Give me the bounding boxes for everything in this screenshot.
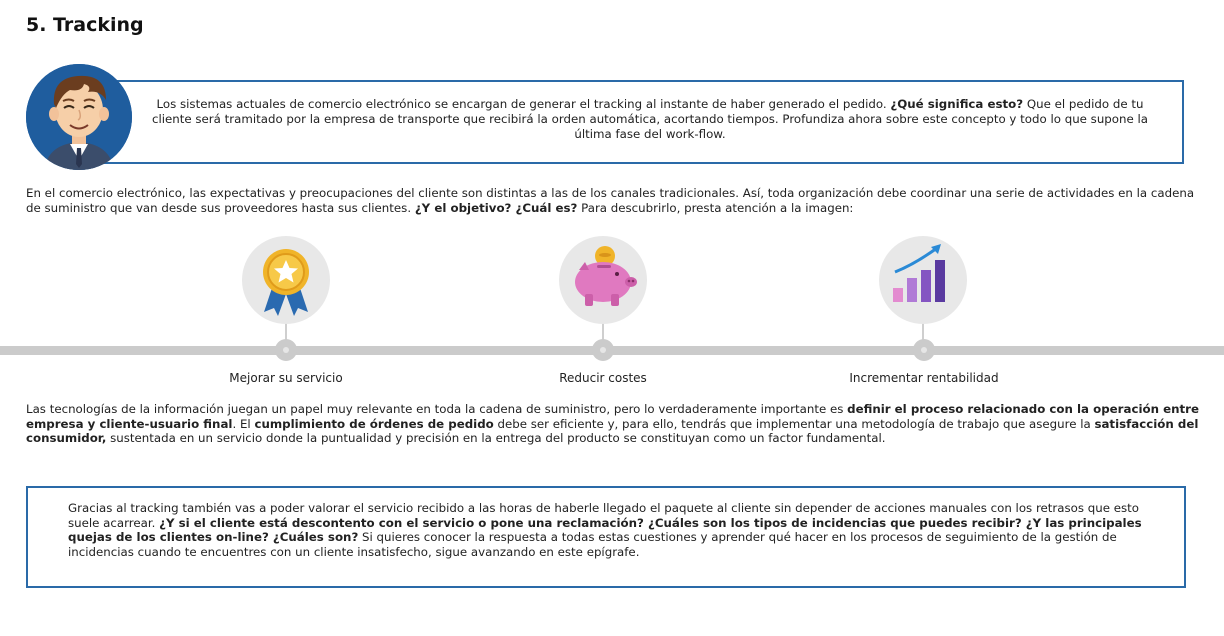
objective-label: Reducir costes <box>559 371 647 385</box>
character-avatar-icon <box>26 64 132 170</box>
piggy-bank-icon <box>559 236 647 324</box>
growth-chart-icon <box>879 236 967 324</box>
objective-label: Mejorar su servicio <box>229 371 343 385</box>
timeline-node <box>592 339 614 361</box>
objective-label: Incrementar rentabilidad <box>849 371 999 385</box>
closing-callout-text: Gracias al tracking también vas a poder valorar el servicio recibido a las horas de haberle llegado el paquete al cliente sin depender de acciones manuales con los retrasos que esto suele acarrear. ¿Y si el cliente está descontento con el servicio o pone una reclamación? ¿Cuáles son los tipos de incidencias que puedes recibir? ¿Y las principales quejas de los clientes on-line? ¿Cuáles son? Si quieres conocer la respuesta a todas estas cuestiones y aprender qué hacer en los procesos de seguimiento de la gestión de incidencias cuando te encuentres con un cliente insatisfecho, sigue avanzando en este epígrafe. <box>68 501 1142 559</box>
page-title: 5. Tracking <box>26 14 144 36</box>
intro-text: Los sistemas actuales de comercio electrónico se encargan de generar el tracking al instante de haber generado el pedido. ¿Qué significa esto? Que el pedido de tu cliente será tramitado por la empresa de transporte que recibirá la orden automática, acortando tiempos. Profundiza ahora sobre este concepto y todo lo que supone la última fase del work-flow. <box>151 97 1148 141</box>
process-paragraph: Las tecnologías de la información juegan un papel muy relevante en toda la cadena de suministro, pero lo verdaderamente importante es definir el proceso relacionado con la operación entre empresa y cliente-usuario final. El cumplimiento de órdenes de pedido debe ser eficiente y, para ello, tendrás que implementar una metodología de trabajo que asegure la satisfacción del consumidor, sustentada en un servicio donde la puntualidad y precisión en la entrega del producto se constituyan como un factor fundamental. <box>26 402 1199 445</box>
timeline-node <box>913 339 935 361</box>
timeline-node <box>275 339 297 361</box>
objectives-intro-paragraph: En el comercio electrónico, las expectativas y preocupaciones del cliente son distintas a las de los canales tradicionales. Así, toda organización debe coordinar una serie de actividades en la cadena de suministro que van desde sus proveedores hasta sus clientes. ¿Y el objetivo? ¿Cuál es? Para descubrirlo, presta atención a la imagen: <box>26 186 1195 215</box>
medal-icon <box>242 236 330 324</box>
